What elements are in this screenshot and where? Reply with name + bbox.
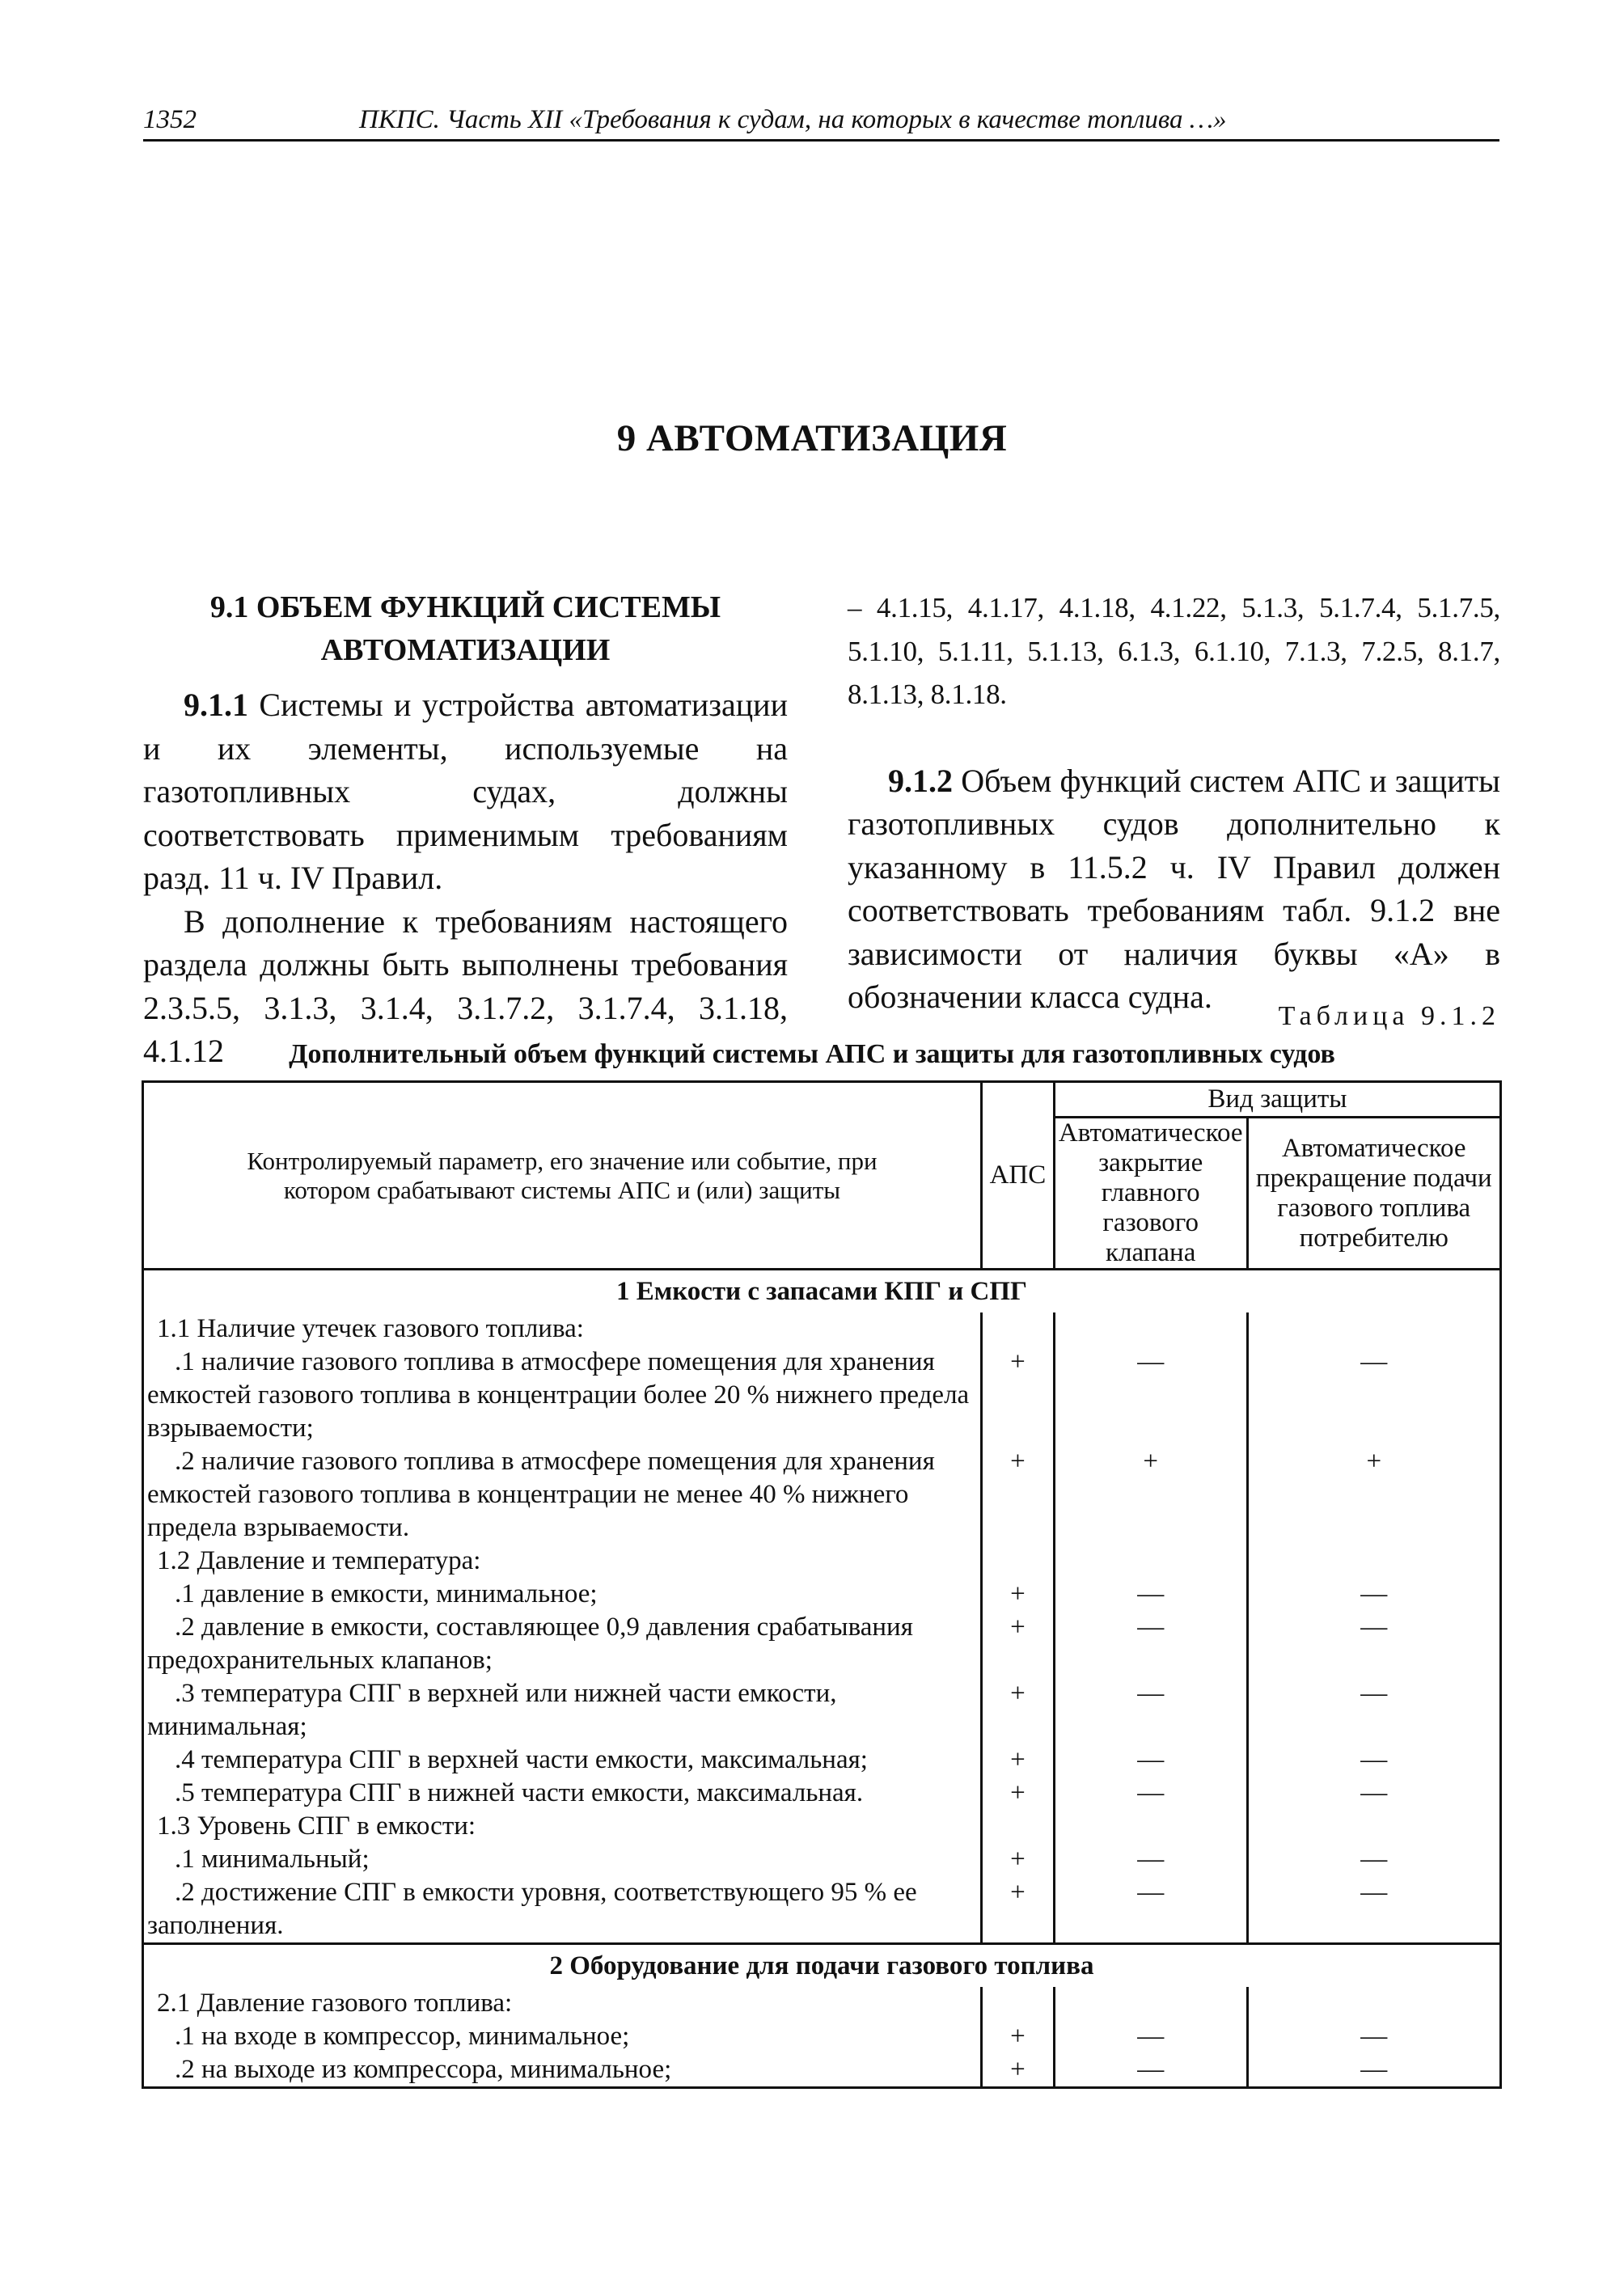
row-close-valve: — <box>1054 1677 1247 1744</box>
table-row <box>143 1578 1501 1611</box>
paragraph-additional-requirements: В дополнение к требованиям настоящего раздела должны быть выполнены требования 2.3.5.5, 3.1.3, 3.1.4, 3.1.7.2, 3.1.7.4, 3.1.18, 4.1.12 <box>143 902 788 1069</box>
row-close-valve: + <box>1054 1445 1247 1545</box>
row-stop-supply: — <box>1247 1578 1501 1611</box>
clause-number: 9.1.2 <box>888 762 953 799</box>
row-parameter: .2 наличие газового топлива в атмосфере помещения для хранения емкостей газового топлива в концентрации не менее 40 % нижнего предела взрываемости. <box>143 1445 982 1545</box>
row-aps: + <box>981 1876 1054 1944</box>
row-parameter: 1.2 Давление и температура: <box>143 1545 982 1578</box>
row-parameter: .4 температура СПГ в верхней части емкости, максимальная; <box>143 1744 982 1777</box>
row-parameter: 1.1 Наличие утечек газового топлива: <box>143 1312 982 1346</box>
row-parameter: .2 достижение СПГ в емкости уровня, соответствующего 95 % ее заполнения. <box>143 1876 982 1944</box>
row-stop-supply: — <box>1247 1611 1501 1677</box>
row-stop-supply: — <box>1247 1346 1501 1445</box>
row-aps <box>981 1987 1054 2020</box>
table-row <box>143 1545 1501 1578</box>
section-title: 9.1 ОБЪЕМ ФУНКЦИЙ СИСТЕМЫ АВТОМАТИЗАЦИИ <box>209 590 721 667</box>
table-row <box>143 1445 1501 1545</box>
right-column <box>848 586 1500 1019</box>
row-parameter: .3 температура СПГ в верхней или нижней части емкости, минимальная; <box>143 1677 982 1744</box>
row-close-valve <box>1054 1312 1247 1346</box>
page-number: 1352 <box>143 105 197 134</box>
row-aps: + <box>981 1445 1054 1545</box>
row-parameter: .1 наличие газового топлива в атмосфере помещения для хранения емкостей газового топлива в концентрации более 20 % нижнего предела взрываемости; <box>143 1346 982 1445</box>
table-row <box>143 1677 1501 1744</box>
row-stop-supply: — <box>1247 1876 1501 1944</box>
column-header-close-valve: Автоматическое закрытие главного газового клапана <box>1054 1118 1247 1270</box>
row-close-valve: — <box>1054 1578 1247 1611</box>
row-aps: + <box>981 1777 1054 1810</box>
row-close-valve: — <box>1054 2020 1247 2053</box>
row-stop-supply <box>1247 1810 1501 1843</box>
table-section-row <box>143 1944 1501 1988</box>
row-stop-supply <box>1247 1545 1501 1578</box>
row-stop-supply: — <box>1247 1777 1501 1810</box>
column-header-parameter: Контролируемый параметр, его значение или событие, при котором срабатывают системы АПС и (или) защиты <box>143 1082 982 1270</box>
row-aps <box>981 1545 1054 1578</box>
running-title: ПКПС. Часть XII «Требования к судам, на которых в качестве топлива …» <box>359 105 1227 134</box>
row-parameter: .1 минимальный; <box>143 1843 982 1876</box>
table-row <box>143 1346 1501 1445</box>
clause-number: 9.1.1 <box>184 687 248 723</box>
row-stop-supply: — <box>1247 1843 1501 1876</box>
row-aps: + <box>981 1843 1054 1876</box>
row-stop-supply: — <box>1247 1744 1501 1777</box>
row-aps: + <box>981 1677 1054 1744</box>
table-row <box>143 2053 1501 2088</box>
table-number: Таблица 9.1.2 <box>1278 1001 1500 1031</box>
table-row <box>143 2020 1501 2053</box>
paragraph-9-1-1: 9.1.1 Системы и устройства автоматизации и их элементы, используемые на газотопливных судах, должны соответствовать применимым требованиям разд. 11 ч. IV Правил. <box>143 687 788 896</box>
row-stop-supply: — <box>1247 2020 1501 2053</box>
row-close-valve: — <box>1054 1843 1247 1876</box>
row-close-valve: — <box>1054 1876 1247 1944</box>
table-row <box>143 1744 1501 1777</box>
column-header-aps: АПС <box>981 1082 1054 1270</box>
section-heading: 1 Емкости с запасами КПГ и СПГ <box>143 1270 1501 1313</box>
column-header-protection: Вид защиты <box>1054 1082 1500 1118</box>
row-stop-supply: — <box>1247 2053 1501 2088</box>
row-stop-supply: + <box>1247 1445 1501 1545</box>
table-row <box>143 1810 1501 1843</box>
row-parameter: .1 на входе в компрессор, минимальное; <box>143 2020 982 2053</box>
column-header-stop-supply: Автоматическое прекращение подачи газового топлива потребителю <box>1247 1118 1501 1270</box>
row-close-valve <box>1054 1810 1247 1843</box>
row-stop-supply: — <box>1247 1677 1501 1744</box>
row-close-valve: — <box>1054 1611 1247 1677</box>
row-aps: + <box>981 2053 1054 2088</box>
row-stop-supply <box>1247 1312 1501 1346</box>
row-aps: + <box>981 1744 1054 1777</box>
row-close-valve: — <box>1054 1777 1247 1810</box>
row-parameter: .5 температура СПГ в нижней части емкости, максимальная. <box>143 1777 982 1810</box>
requirement-references: – 4.1.15, 4.1.17, 4.1.18, 4.1.22, 5.1.3, 5.1.7.4, 5.1.7.5, 5.1.10, 5.1.11, 5.1.13, 6.1.3, 6.1.10, 7.1.3, 7.2.5, 8.1.7, 8.1.13, 8.1.18. <box>848 592 1500 710</box>
paragraph-9-1-2: 9.1.2 Объем функций систем АПС и защиты газотопливных судов дополнительно к указанному в 11.5.2 ч. IV Правил должен соответствовать требованиям табл. 9.1.2 вне зависимости от наличия буквы «А» в обозначении класса судна. <box>848 762 1500 1015</box>
row-close-valve: — <box>1054 1744 1247 1777</box>
row-close-valve: — <box>1054 2053 1247 2088</box>
row-aps: + <box>981 1611 1054 1677</box>
row-parameter: .2 давление в емкости, составляющее 0,9 давления срабатывания предохранительных клапанов; <box>143 1611 982 1677</box>
left-column <box>143 586 788 1073</box>
row-close-valve: — <box>1054 1346 1247 1445</box>
section-heading: 2 Оборудование для подачи газового топлива <box>143 1944 1501 1988</box>
row-parameter: 1.3 Уровень СПГ в емкости: <box>143 1810 982 1843</box>
table-row <box>143 1987 1501 2020</box>
table-caption: Дополнительный объем функций системы АПС и защиты для газотопливных судов <box>289 1039 1335 1069</box>
table-section-row <box>143 1270 1501 1313</box>
row-aps: + <box>981 1578 1054 1611</box>
table-row <box>143 1777 1501 1810</box>
row-parameter: .2 на выходе из компрессора, минимальное; <box>143 2053 982 2088</box>
chapter-title: 9 АВТОМАТИЗАЦИЯ <box>616 417 1008 459</box>
row-aps <box>981 1810 1054 1843</box>
row-close-valve <box>1054 1987 1247 2020</box>
row-parameter: .1 давление в емкости, минимальное; <box>143 1578 982 1611</box>
row-aps: + <box>981 2020 1054 2053</box>
row-stop-supply <box>1247 1987 1501 2020</box>
table-row <box>143 1876 1501 1944</box>
row-parameter: 2.1 Давление газового топлива: <box>143 1987 982 2020</box>
row-aps <box>981 1312 1054 1346</box>
table-row <box>143 1843 1501 1876</box>
table-row <box>143 1312 1501 1346</box>
automation-functions-table <box>142 1080 1502 2089</box>
row-aps: + <box>981 1346 1054 1445</box>
table-row <box>143 1611 1501 1677</box>
running-header <box>143 105 1499 142</box>
row-close-valve <box>1054 1545 1247 1578</box>
